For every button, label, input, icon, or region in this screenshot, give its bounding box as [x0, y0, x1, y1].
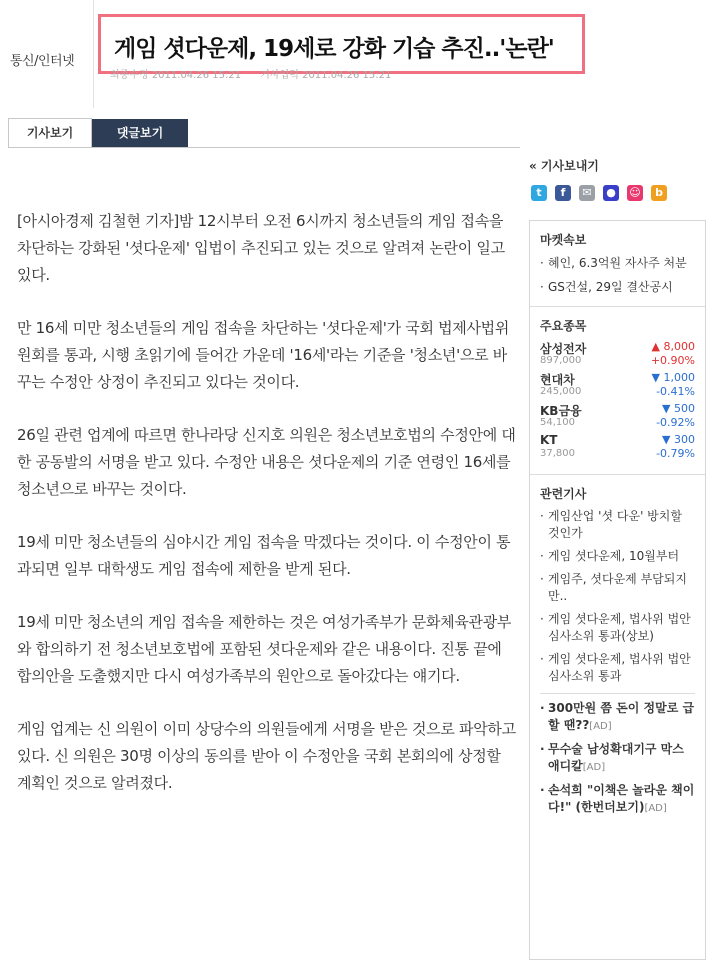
sidebar: [529, 150, 709, 814]
related-item[interactable]: · 게임 셧다운제, 법사위 법안심사소위 통과: [540, 651, 695, 685]
ad-link[interactable]: [540, 700, 695, 735]
stocks-title: 주요종목: [540, 319, 587, 333]
ad-tag: [AD]: [589, 721, 612, 732]
paragraph: 19세 미만 청소년들의 심야시간 게임 접속을 막겠다는 것이다. 이 수정안이 통과되면 일부 대학생도 게임 접속에 제한을 받게 된다.: [17, 533, 511, 578]
tab-comments[interactable]: 댓글보기: [92, 119, 188, 147]
paragraph: 만 16세 미만 청소년들의 게임 접속을 차단하는 '셧다운제'가 국회 법제사법위원회를 통과, 시행 초읽기에 들어간 가운데 '16세'라는 기준을 '청소년'으로 바꾸는 수정안 상정이 추진되고 있다는 것이다.: [17, 319, 510, 391]
stock-name: 삼성전자: [540, 342, 587, 356]
blog-icon[interactable]: b: [651, 185, 667, 201]
article-title: 게임 셧다운제, 19세로 강화 기습 추진..'논란': [114, 36, 554, 62]
ad-text: 300만원 쯤 돈이 정말로 급할 땐??: [548, 701, 695, 732]
article-meta: [110, 66, 407, 81]
stock-name: KB금융: [540, 404, 582, 418]
stock-pct: -0.92%: [656, 416, 695, 429]
category-label: 통신/인터넷: [10, 54, 75, 69]
ad-text: 무수술 남성확대기구 막스애디칼: [548, 742, 684, 773]
stock-row[interactable]: [540, 433, 695, 464]
updated-time: 최종수정 2011.04.26 15:21: [110, 70, 242, 81]
stock-change: ▲ 8,000: [651, 340, 695, 353]
stock-row[interactable]: [540, 371, 695, 402]
market-item[interactable]: · 혜인, 6.3억원 자사주 처분: [540, 255, 695, 272]
stock-change: ▼ 300: [662, 433, 695, 446]
stock-change: ▼ 500: [662, 402, 695, 415]
paragraph: 26일 관련 업계에 따르면 한나라당 신지호 의원은 청소년보호법의 수정안에 대한 공동발의 서명을 받고 있다. 수정안 내용은 셧다운제의 기준 연령인 16세를 청소년으로 바꾸는 것이다.: [17, 426, 516, 498]
stock-row[interactable]: [540, 340, 695, 371]
stock-price: 897,000: [540, 355, 582, 366]
sidebar-box: [529, 220, 706, 960]
market-title: 마켓속보: [540, 233, 587, 247]
market-item[interactable]: · GS건설, 29일 결산공시: [540, 279, 695, 296]
stock-name: 현대차: [540, 373, 575, 387]
tab-underline: [8, 147, 520, 148]
stock-pct: -0.41%: [656, 385, 695, 398]
published-time: 기사입력 2011.04.26 15:21: [260, 70, 392, 81]
share-title[interactable]: « 기사보내기: [529, 159, 599, 173]
ad-text: 손석희 "이책은 놀라운 책이다!" (한번더보기): [548, 783, 695, 814]
article-body: [17, 208, 517, 823]
ad-tag: [AD]: [644, 803, 667, 814]
share-icons: [531, 185, 709, 201]
twitter-icon[interactable]: t: [531, 185, 547, 201]
related-item[interactable]: · 게임주, 셧다운제 부담되지만..: [540, 571, 695, 605]
stock-price: 54,100: [540, 417, 575, 428]
related-item[interactable]: · 게임산업 '셧 다운' 방치할 것인가: [540, 508, 695, 542]
related-item[interactable]: · 게임 셧다운제, 법사위 법안심사소위 통과(상보): [540, 611, 695, 645]
paragraph: 게임 업계는 신 의원이 이미 상당수의 의원들에게 서명을 받은 것으로 파악하고 있다. 신 의원은 30명 이상의 동의를 받아 이 수정안을 국회 본회의에 상정할 계획인 것으로 알려졌다.: [17, 720, 516, 792]
messenger-icon[interactable]: ●: [603, 185, 619, 201]
stock-price: 37,800: [540, 448, 575, 459]
facebook-icon[interactable]: f: [555, 185, 571, 201]
me2day-icon[interactable]: ☺: [627, 185, 643, 201]
stock-pct: -0.79%: [656, 447, 695, 460]
related-title: 관련기사: [540, 487, 587, 501]
stock-name: KT: [540, 433, 558, 447]
divider: [530, 306, 705, 307]
stock-pct: +0.90%: [650, 354, 695, 367]
stock-change: ▼ 1,000: [651, 371, 695, 384]
divider: [530, 474, 705, 475]
paragraph: [아시아경제 김철현 기자]밤 12시부터 오전 6시까지 청소년들의 게임 접속을 차단하는 강화된 '셧다운제' 입법이 추진되고 있는 것으로 알려져 논란이 일고 있다.: [17, 212, 505, 284]
ad-link[interactable]: [540, 741, 695, 776]
tab-article[interactable]: 기사보기: [8, 118, 92, 147]
related-section: [530, 485, 705, 817]
stock-price: 245,000: [540, 386, 582, 397]
market-section: [530, 221, 705, 296]
divider: [93, 0, 94, 108]
ad-tag: [AD]: [582, 762, 606, 773]
email-icon[interactable]: ✉: [579, 185, 595, 201]
stock-row[interactable]: [540, 402, 695, 433]
divider: [540, 693, 695, 694]
paragraph: 19세 미만 청소년의 게임 접속을 제한하는 것은 여성가족부가 문화체육관광부와 합의하기 전 청소년보호법에 포함된 셧다운제와 같은 내용이다. 진통 끝에 합의안을 도출했지만 다시 여성가족부의 원안으로 돌아갔다는 얘기다.: [17, 613, 512, 685]
related-item[interactable]: · 게임 셧다운제, 10월부터: [540, 548, 695, 565]
stocks-section: [530, 317, 705, 464]
